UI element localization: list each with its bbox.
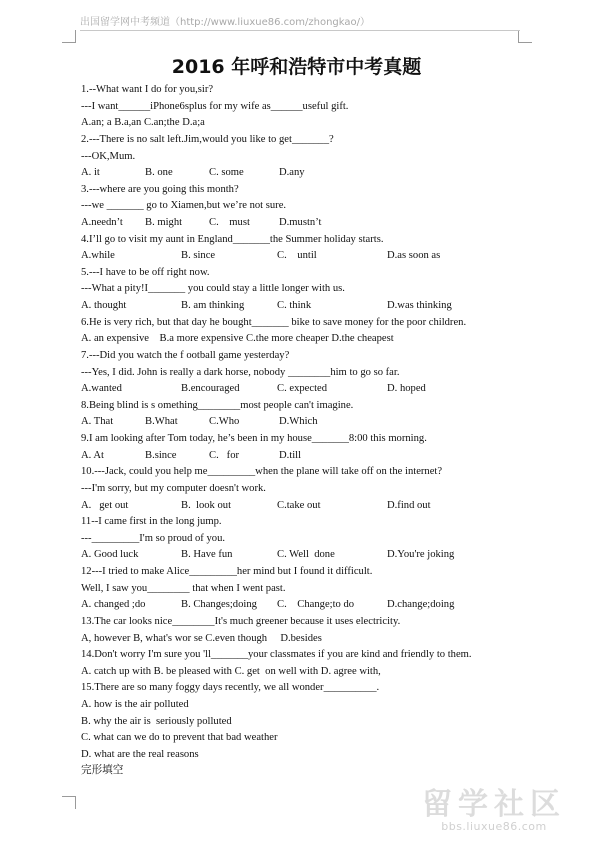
watermark [409, 789, 579, 835]
line-text: 7.---Did you watch the f ootball game yesterday? [81, 349, 290, 361]
line-text: ---I'm sorry, but my computer doesn't work. [81, 482, 266, 494]
answer-option: C. Change;to do [277, 599, 355, 611]
text-line [81, 631, 322, 647]
line-text: 13.The car looks nice________It's much greener because it uses electricity. [81, 615, 401, 627]
answer-option: A. get out [81, 499, 129, 511]
answer-option: D.till [279, 449, 302, 461]
crop-mark-top-left-vertical [75, 30, 76, 43]
answer-option: A. changed ;do [81, 599, 146, 611]
line-text: 5.---I have to be off right now. [81, 266, 210, 278]
line-text: Well, I saw you________ that when I went past. [81, 582, 286, 594]
page-header-text: 出国留学网中考频道（http://www.liuxue86.com/zhongkao/） [80, 17, 370, 28]
line-text: 2.---There is no salt left.Jim,would you like to get_______? [81, 133, 334, 145]
answer-option: C. think [277, 300, 312, 312]
answer-option: C.Who [209, 416, 240, 428]
answer-option: D.any [279, 167, 305, 179]
header-divider [80, 30, 520, 31]
watermark-logo: 留学社区 [422, 787, 566, 822]
text-line [81, 531, 225, 547]
text-line [81, 132, 334, 148]
answer-option: B. Changes;doing [181, 599, 257, 611]
answer-option: A.while [81, 250, 115, 262]
answer-option: B. since [181, 250, 216, 262]
text-line [81, 149, 135, 165]
line-text: C. what can we do to prevent that bad weather [81, 732, 278, 744]
line-text: A. how is the air polluted [81, 698, 189, 710]
text-line [81, 315, 466, 331]
answer-option: D.mustn’t [279, 217, 322, 228]
crop-mark-top-right [518, 42, 532, 43]
line-text: ---we _______ go to Xiamen,but we’re not sure. [81, 200, 287, 212]
line-text: 12---I tried to make Alice_________her mind but I found it difficult. [81, 566, 373, 577]
answer-option: B.What [145, 416, 178, 428]
text-line [81, 281, 345, 297]
line-text: B. why the air is seriously polluted [81, 715, 232, 727]
text-line [81, 82, 213, 98]
line-text: ---Yes, I did. John is really a dark horse, nobody ________him to go so far. [81, 366, 400, 378]
line-text: A. catch up with B. be pleased with C. get on well with D. agree with, [81, 665, 381, 677]
answer-option: B.since [145, 449, 177, 461]
answer-option: D.was thinking [387, 300, 452, 312]
answer-option: A. That [81, 416, 114, 428]
text-line [81, 99, 348, 115]
text-line [81, 481, 266, 497]
text-line [81, 348, 289, 364]
line-text: ---OK,Mum. [81, 150, 136, 162]
line-text: A. an expensive B.a more expensive C.the more cheaper D.the cheapest [81, 333, 394, 345]
line-text: 10.---Jack, could you help me_________when the plane will take off on the internet? [81, 466, 443, 478]
text-line [81, 265, 210, 281]
line-text: 6.He is very rich, but that day he bought_______ bike to save money for the poor children. [81, 316, 467, 328]
text-line [81, 697, 189, 713]
crop-mark-bottom-left [62, 796, 76, 797]
line-text: 15.There are so many foggy days recently, we all wonder__________. [81, 682, 380, 694]
line-text: 完形填空 [81, 765, 124, 777]
text-line [81, 581, 286, 597]
line-text: 9.I am looking after Tom today, he’s been in my house_______8:00 this morning. [81, 433, 427, 444]
answer-option: D.You're joking [387, 549, 455, 561]
answer-option: C. Well done [277, 549, 335, 561]
answer-option: D. hoped [387, 383, 426, 395]
text-line [81, 647, 472, 663]
text-line [81, 763, 123, 779]
text-line [81, 747, 199, 763]
line-text: 4.I’ll go to visit my aunt in England_______the Summer holiday starts. [81, 233, 384, 245]
line-text: 8.Being blind is s omething________most people can't imagine. [81, 399, 354, 411]
answer-option: D.find out [387, 499, 431, 511]
line-text: 14.Don't worry I'm sure you 'll_______your classmates if you are kind and friendly to them. [81, 649, 472, 661]
text-line [81, 431, 427, 447]
crop-mark-bottom-left-vertical [75, 796, 76, 809]
line-text: 11--I came first in the long jump. [81, 516, 222, 528]
text-line [81, 730, 278, 746]
text-line [81, 614, 400, 630]
text-line [81, 714, 232, 730]
line-text: A, however B, what's wor se C.even though D.besides [81, 632, 322, 644]
text-line [81, 182, 239, 198]
answer-option: A. it [81, 167, 100, 179]
answer-option: D.Which [279, 416, 318, 428]
crop-mark-top-right-vertical [518, 30, 519, 43]
crop-mark-top-left [62, 42, 76, 43]
answer-option: B.encouraged [181, 383, 240, 395]
text-line [81, 365, 399, 381]
answer-option: B. might [145, 217, 183, 228]
answer-option: A. Good luck [81, 549, 139, 561]
text-line [81, 680, 379, 696]
text-line [81, 514, 222, 530]
answer-option: D.change;doing [387, 599, 455, 611]
line-text: ---_________I'm so proud of you. [81, 532, 226, 544]
line-text: D. what are the real reasons [81, 748, 199, 760]
text-line [81, 331, 394, 347]
answer-option: B. am thinking [181, 300, 245, 312]
line-text: A.an; a B.a,an C.an;the D.a;a [81, 117, 205, 129]
answer-option: B. Have fun [181, 549, 233, 561]
answer-option: C. must [209, 217, 250, 228]
answer-option: C.take out [277, 499, 321, 511]
text-line [81, 398, 353, 414]
answer-option: C. some [209, 167, 244, 179]
text-line [81, 198, 286, 214]
line-text: ---I want______iPhone6splus for my wife as______useful gift. [81, 100, 349, 112]
answer-option: B. look out [181, 499, 232, 511]
text-line [81, 664, 381, 680]
answer-option: A.needn’t [81, 217, 123, 228]
answer-option: A. thought [81, 300, 127, 312]
watermark-url: bbs.liuxue86.com [441, 820, 547, 833]
text-line [81, 464, 442, 480]
line-text: 1.--What want I do for you,sir? [81, 84, 214, 95]
text-line [81, 232, 383, 248]
text-line [81, 564, 372, 580]
answer-option: C. until [277, 250, 317, 262]
answer-option: D.as soon as [387, 250, 441, 262]
answer-option: C. for [209, 449, 240, 461]
page-title: 2016 年呼和浩特市中考真题 [171, 56, 422, 78]
text-line [81, 115, 205, 131]
answer-option: B. one [145, 167, 173, 179]
line-text: 3.---where are you going this month? [81, 183, 239, 195]
answer-option: C. expected [277, 383, 328, 395]
line-text: ---What a pity!I_______ you could stay a little longer with us. [81, 283, 345, 295]
answer-option: A.wanted [81, 383, 122, 395]
answer-option: A. At [81, 449, 104, 461]
